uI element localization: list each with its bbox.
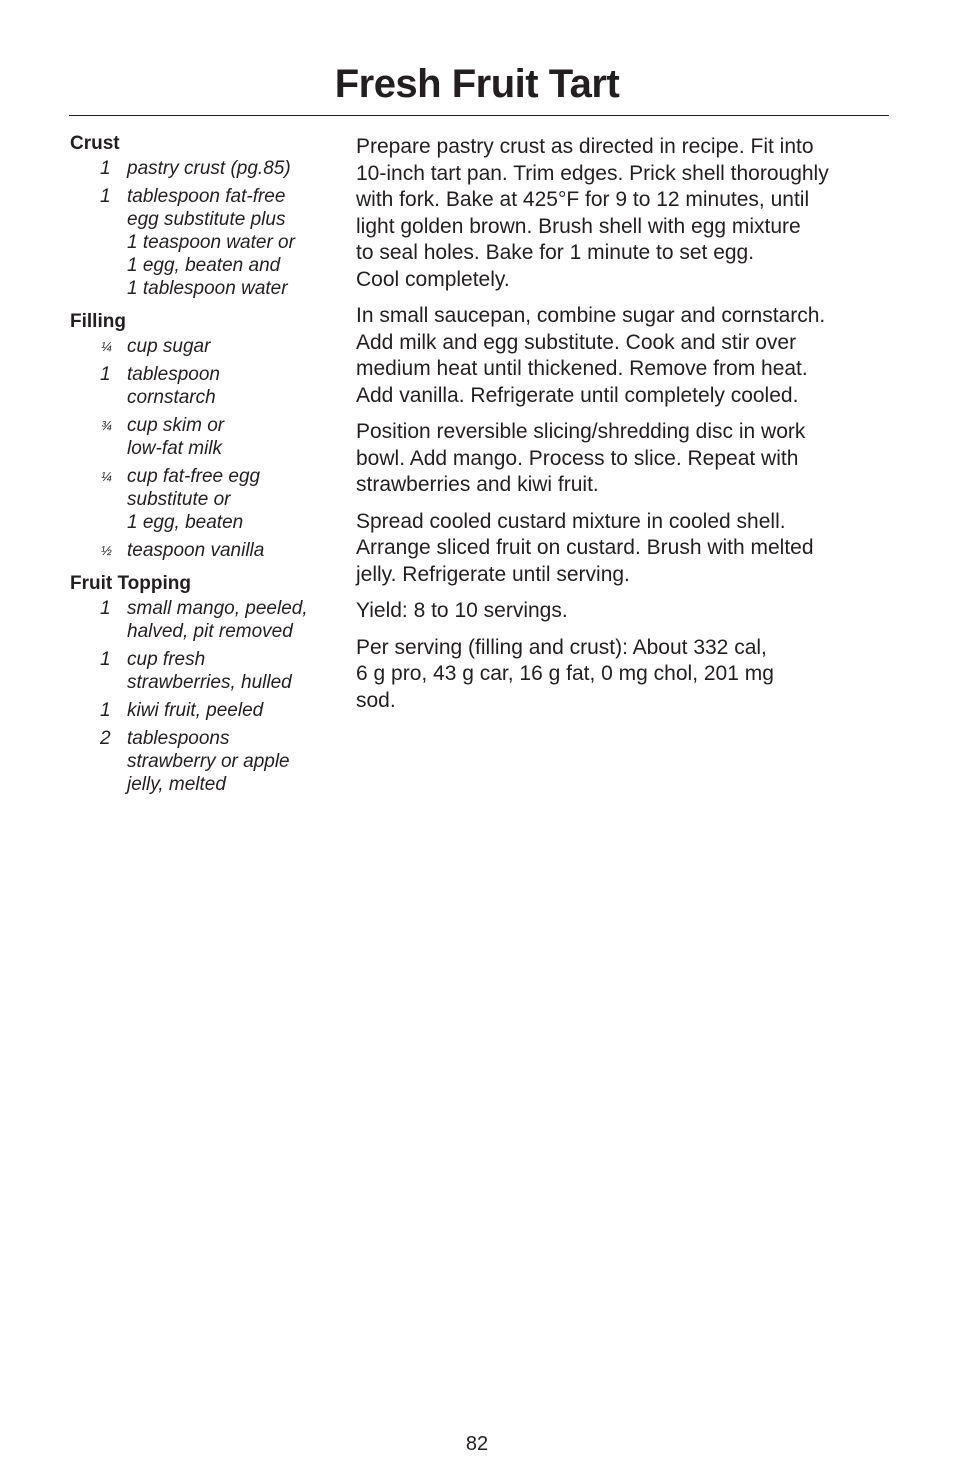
ingredient-quantity: 1 xyxy=(100,700,111,721)
ingredient-quantity: ½ xyxy=(101,543,112,558)
ingredient-item xyxy=(70,363,340,409)
nutrition-text: Per serving (filling and crust): About 332 cal, 6 g pro, 43 g car, 16 g fat, 0 mg chol, 201 mg sod. xyxy=(356,635,774,712)
ingredient-description: tablespoon fat-free egg substitute plus 1 teaspoon water or 1 egg, beaten and 1 tablespoon water xyxy=(127,186,295,299)
page-title: Fresh Fruit Tart xyxy=(334,62,620,106)
ingredient-quantity: 1 xyxy=(100,649,111,670)
ingredient-description: cup skim or low-fat milk xyxy=(127,415,225,459)
direction-paragraph: In small saucepan, combine sugar and cornstarch. Add milk and egg substitute. Cook and stir over medium heat until thickened. Remove from heat. Add vanilla. Refrigerate until completely cooled. xyxy=(356,304,826,407)
ingredient-description: small mango, peeled, halved, pit removed xyxy=(127,598,308,642)
ingredient-description: cup fat-free egg substitute or 1 egg, beaten xyxy=(127,466,261,533)
ingredient-item xyxy=(70,185,340,300)
ingredient-quantity: 1 xyxy=(100,598,111,619)
ingredient-description: tablespoon cornstarch xyxy=(127,364,220,408)
ingredient-item xyxy=(70,157,340,180)
ingredient-quantity: ¼ xyxy=(101,339,112,354)
ingredient-description: teaspoon vanilla xyxy=(127,540,265,561)
ingredient-item xyxy=(70,727,340,796)
direction-paragraph: Spread cooled custard mixture in cooled shell. Arrange sliced fruit on custard. Brush with melted jelly. Refrigerate until serving. xyxy=(356,509,814,586)
title-rule xyxy=(69,115,889,116)
ingredient-description: cup sugar xyxy=(127,336,211,357)
crust-heading: Crust xyxy=(70,133,120,154)
ingredient-quantity: 1 xyxy=(100,186,111,207)
ingredient-item xyxy=(70,699,340,722)
ingredient-description: kiwi fruit, peeled xyxy=(127,700,264,721)
ingredient-item xyxy=(70,465,340,534)
ingredient-description: pastry crust (pg.85) xyxy=(127,158,291,179)
ingredient-item xyxy=(70,648,340,694)
ingredient-quantity: 1 xyxy=(100,158,111,179)
ingredients-column xyxy=(70,132,340,806)
filling-section xyxy=(70,310,340,562)
ingredient-quantity: 2 xyxy=(100,728,111,749)
fruit-topping-section xyxy=(70,572,340,796)
page-number: 82 xyxy=(465,1433,489,1455)
direction-paragraph: Position reversible slicing/shredding disc in work bowl. Add mango. Process to slice. Repeat with strawberries and kiwi fruit. xyxy=(356,420,806,496)
fruit-topping-heading: Fruit Topping xyxy=(70,573,191,594)
ingredient-quantity: ¼ xyxy=(101,469,112,484)
ingredient-description: cup fresh strawberries, hulled xyxy=(127,649,292,693)
ingredient-item xyxy=(70,414,340,460)
direction-paragraph: Prepare pastry crust as directed in recipe. Fit into 10-inch tart pan. Trim edges. Prick shell thoroughly with fork. Bake at 425°F for 9 to 12 minutes, until light golden brown. Brush shell with egg mixture to seal holes. Bake for 1 minute to set egg. Cool completely. xyxy=(356,135,829,291)
ingredient-description: tablespoons strawberry or apple jelly, melted xyxy=(127,728,290,795)
filling-heading: Filling xyxy=(70,311,126,332)
yield-text: Yield: 8 to 10 servings. xyxy=(356,599,568,622)
ingredient-item xyxy=(70,335,340,358)
crust-section xyxy=(70,132,340,300)
directions-column xyxy=(356,134,892,724)
ingredient-quantity: ¾ xyxy=(101,418,112,433)
ingredient-item xyxy=(70,539,340,562)
ingredient-item xyxy=(70,597,340,643)
ingredient-quantity: 1 xyxy=(100,364,111,385)
